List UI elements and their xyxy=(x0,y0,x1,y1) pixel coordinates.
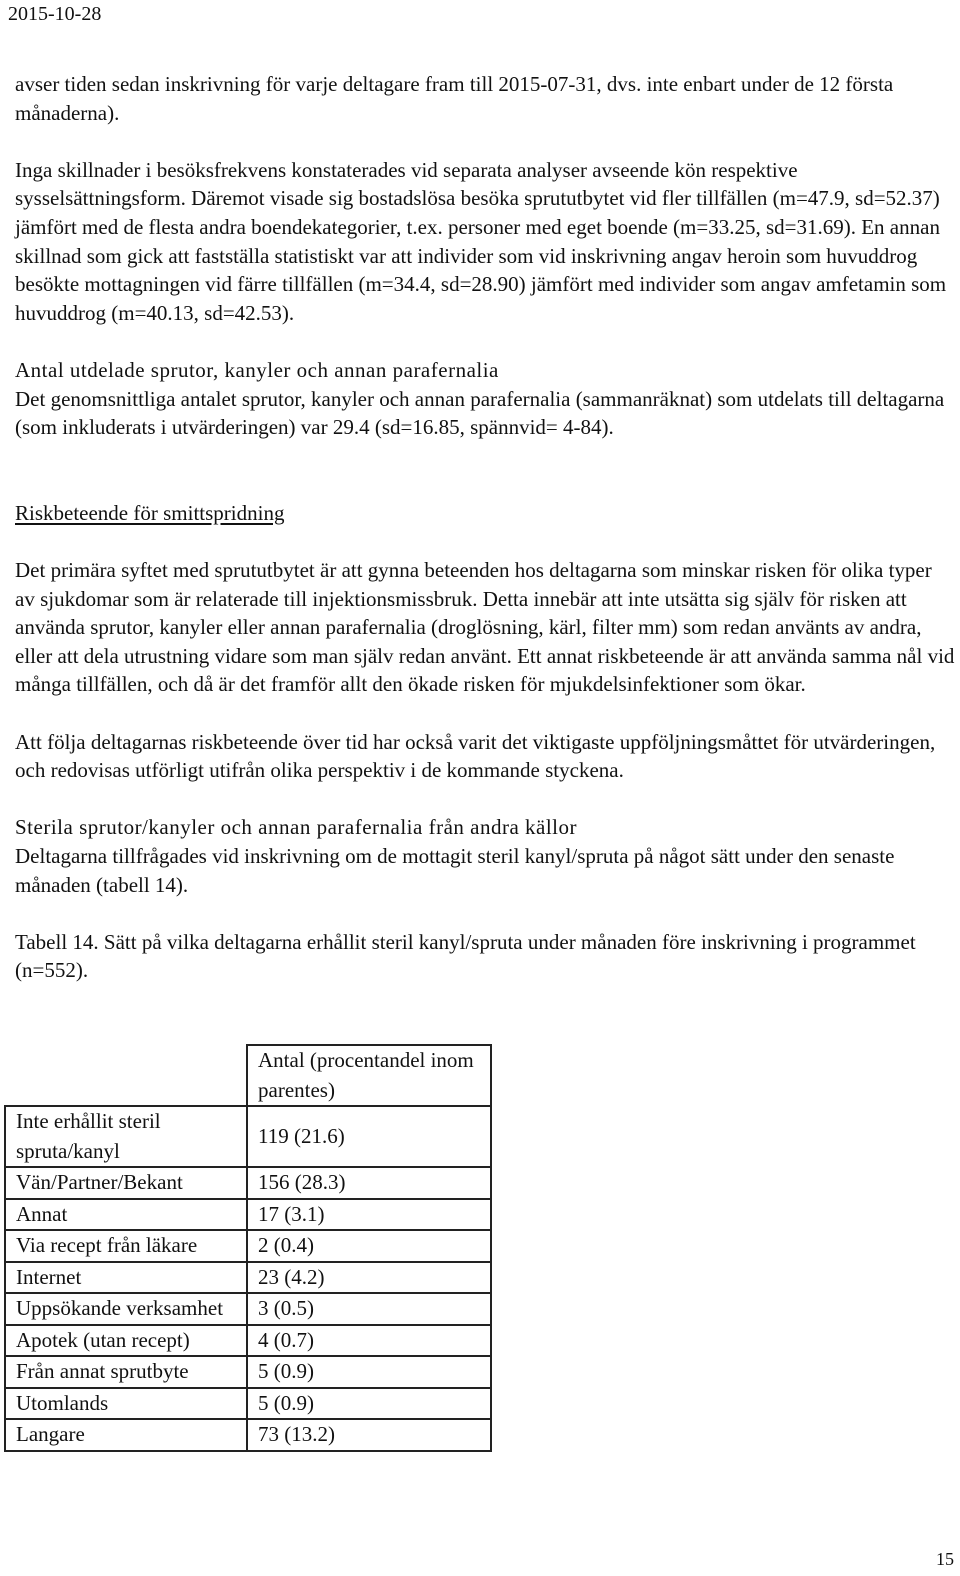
table-row-value: 2 (0.4) xyxy=(247,1230,491,1262)
paragraph-sterile-sources: Deltagarna tillfrågades vid inskrivning om de mottagit steril kanyl/spruta på något sätt under den senaste månaden (tabell 14). xyxy=(15,844,895,897)
paragraph-follow-up: Att följa deltagarnas riskbeteende över tid har också varit det viktigaste uppföljningsmåttet för utvärderingen, och redovisas utförligt utifrån olika perspektiv i de kommande styckena. xyxy=(15,729,936,783)
table-row-value: 4 (0.7) xyxy=(247,1325,491,1357)
table-row-value: 73 (13.2) xyxy=(247,1419,491,1451)
section-heading-risk-behaviour: Riskbeteende för smittspridning xyxy=(15,500,285,525)
table-row xyxy=(5,1230,491,1262)
table-row-label: Från annat sprutbyte xyxy=(5,1356,247,1388)
table-row-label: Uppsökande verksamhet xyxy=(5,1293,247,1325)
subheading-distributed-syringes: Antal utdelade sprutor, kanyler och annan parafernalia xyxy=(15,357,499,382)
table-row-label: Internet xyxy=(5,1262,247,1294)
table-row-value: 156 (28.3) xyxy=(247,1167,491,1199)
table-row xyxy=(5,1199,491,1231)
table-header-empty-cell xyxy=(5,1045,247,1106)
document-body xyxy=(15,70,955,985)
table-row xyxy=(5,1262,491,1294)
paragraph-visit-period: avser tiden sedan inskrivning för varje deltagare fram till 2015-07-31, dvs. inte enbart under de 12 första månaderna). xyxy=(15,72,894,125)
table-row xyxy=(5,1325,491,1357)
table-row xyxy=(5,1388,491,1420)
paragraph-visit-frequency: Inga skillnader i besöksfrekvens konstaterades vid separata analyser avseende kön respektive sysselsättningsform. Däremot visade sig bostadslösa besöka sprututbytet vid fler tillfällen (m=47.9, sd=52.37) jämfört med de flesta andra boendekategorier, t.ex. personer med eget boende (m=33.25, sd=31.69). En annan skillnad som gick att fastställa statistiskt var att individer som vid inskrivning angav heroin som huvuddrog besökte mottagningen vid färre tillfällen (m=34.4, sd=28.90) jämfört med individer som angav amfetamin som huvuddrog (m=40.13, sd=42.53). xyxy=(15,157,947,325)
table-row-label: Vän/Partner/Bekant xyxy=(5,1167,247,1199)
subheading-sterile-sources: Sterila sprutor/kanyler och annan parafernalia från andra källor xyxy=(15,815,578,840)
table-row-value: 5 (0.9) xyxy=(247,1388,491,1420)
paragraph-primary-purpose: Det primära syftet med sprututbytet är att gynna beteenden hos deltagarna som minskar risken för olika typer av sjukdomar som är relaterade till injektionsmissbruk. Detta innebär att inte utsätta sig själv för risken att använda sprutor, kanyler eller annan parafernalia (droglösning, kärl, filter mm) som redan använts av andra, eller att dela utrustning vidare som man själv redan använt. Ett annat riskbeteende är att använda samma nål vid många tillfällen, och då är det framför allt den ökade risken för mjukdelsinfektioner som ökar. xyxy=(15,558,955,697)
table-row xyxy=(5,1419,491,1451)
table-row-label: Inte erhållit steril spruta/kanyl xyxy=(5,1106,247,1167)
table-caption: Tabell 14. Sätt på vilka deltagarna erhållit steril kanyl/spruta under månaden före inskrivning i programmet (n=552). xyxy=(15,929,916,983)
table-row-value: 3 (0.5) xyxy=(247,1293,491,1325)
sources-table xyxy=(4,1044,492,1452)
table-row-label: Annat xyxy=(5,1199,247,1231)
table-row-label: Langare xyxy=(5,1419,247,1451)
table-header-cell: Antal (procentandel inom parentes) xyxy=(247,1045,491,1106)
table-row xyxy=(5,1293,491,1325)
table-header-row xyxy=(5,1045,491,1106)
table-row-value: 5 (0.9) xyxy=(247,1356,491,1388)
page-date: 2015-10-28 xyxy=(8,3,102,25)
table-row xyxy=(5,1356,491,1388)
page-number: 15 xyxy=(936,1549,954,1569)
table-row-label: Apotek (utan recept) xyxy=(5,1325,247,1357)
table-row-value: 17 (3.1) xyxy=(247,1199,491,1231)
table-row xyxy=(5,1106,491,1167)
table-row xyxy=(5,1167,491,1199)
paragraph-distributed-syringes: Det genomsnittliga antalet sprutor, kanyler och annan parafernalia (sammanräknat) som utdelats till deltagarna (som inkluderats i utvärderingen) var 29.4 (sd=16.85, spännvid= 4-84). xyxy=(15,386,945,440)
table-row-value: 119 (21.6) xyxy=(247,1106,491,1167)
table-row-label: Utomlands xyxy=(5,1388,247,1420)
table-row-value: 23 (4.2) xyxy=(247,1262,491,1294)
table-row-label: Via recept från läkare xyxy=(5,1230,247,1262)
